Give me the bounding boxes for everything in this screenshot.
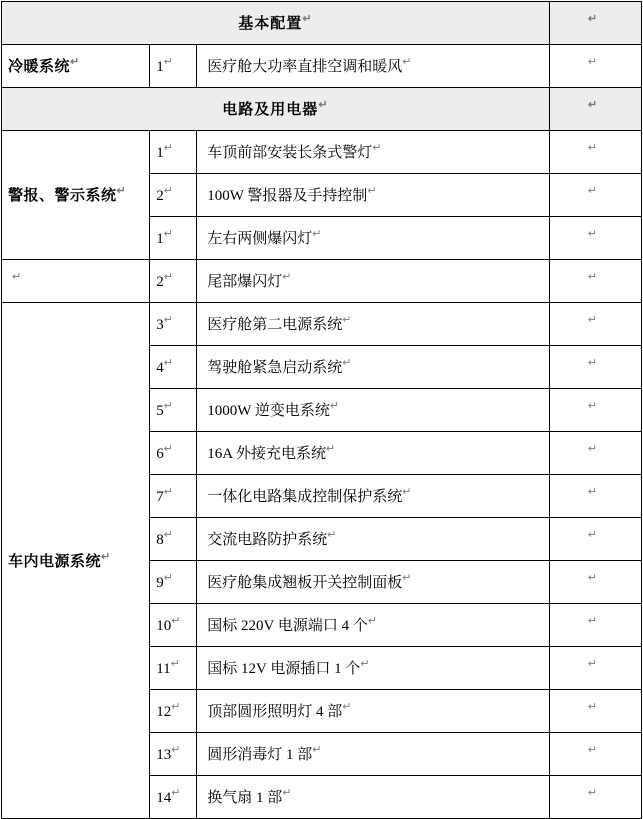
row-note-cell: [549, 733, 641, 776]
row-number: 1: [156, 145, 164, 161]
pilcrow-icon: ↵: [163, 142, 173, 154]
pilcrow-icon: ↵: [326, 443, 336, 455]
row-note-cell: [549, 432, 641, 475]
row-number-cell: [150, 561, 197, 604]
row-description: 100W 警报器及手持控制: [207, 188, 368, 204]
pilcrow-icon: ↵: [171, 615, 181, 627]
row-description-cell: [197, 561, 550, 604]
pilcrow-icon: ↵: [163, 314, 173, 326]
pilcrow-icon: ↵: [587, 615, 598, 627]
row-description-cell: [197, 346, 550, 389]
row-number: 8: [156, 532, 164, 548]
row-note-cell: [549, 518, 641, 561]
row-number: 1: [156, 59, 164, 75]
row-description-cell: [197, 690, 550, 733]
row-number: 11: [156, 661, 171, 677]
section-header-label: 基本配置: [238, 16, 303, 32]
row-description: 16A 外接充电系统: [207, 446, 327, 462]
row-number-cell: [150, 303, 197, 346]
pilcrow-icon: ↵: [587, 13, 599, 25]
row-category-cell: [2, 303, 150, 819]
pilcrow-icon: ↵: [587, 357, 598, 369]
row-number: 12: [156, 704, 172, 720]
row-description-cell: [197, 733, 550, 776]
row-number-cell: [150, 475, 197, 518]
pilcrow-icon: ↵: [163, 185, 173, 197]
row-number-cell: [150, 346, 197, 389]
row-note-cell: [549, 131, 641, 174]
row-description: 交流电路防护系统: [207, 532, 328, 548]
pilcrow-icon: ↵: [70, 56, 80, 68]
pilcrow-icon: ↵: [367, 185, 377, 197]
row-number-cell: [150, 518, 197, 561]
row-number: 1: [156, 231, 164, 247]
row-description-cell: [197, 260, 550, 303]
row-number-cell: [150, 174, 197, 217]
row-number-cell: [150, 690, 197, 733]
pilcrow-icon: ↵: [318, 99, 329, 111]
row-description: 一体化电路集成控制保护系统: [207, 489, 403, 505]
specification-table: [1, 1, 642, 819]
row-category-cell-empty: [2, 260, 150, 303]
pilcrow-icon: ↵: [163, 529, 173, 541]
pilcrow-icon: ↵: [587, 787, 598, 799]
pilcrow-icon: ↵: [12, 271, 22, 283]
pilcrow-icon: ↵: [587, 228, 598, 240]
pilcrow-icon: ↵: [329, 400, 340, 412]
pilcrow-icon: ↵: [587, 271, 598, 283]
pilcrow-icon: ↵: [327, 529, 337, 541]
row-number-cell: [150, 733, 197, 776]
pilcrow-icon: ↵: [312, 228, 322, 240]
pilcrow-icon: ↵: [116, 185, 127, 197]
row-number-cell: [150, 432, 197, 475]
section-header-note: [549, 2, 641, 45]
row-description: 尾部爆闪灯: [207, 274, 283, 290]
pilcrow-icon: ↵: [163, 486, 173, 498]
row-number-cell: [150, 604, 197, 647]
row-note-cell: [549, 174, 641, 217]
pilcrow-icon: ↵: [587, 486, 598, 498]
row-description: 国标 220V 电源端口 4 个: [207, 618, 368, 634]
row-number: 10: [156, 618, 172, 634]
row-description-cell: [197, 647, 550, 690]
pilcrow-icon: ↵: [587, 400, 598, 412]
row-number: 9: [156, 575, 164, 591]
row-note-cell: [549, 690, 641, 733]
row-category-cell: [2, 131, 150, 260]
row-description-cell: [197, 217, 550, 260]
row-note-cell: [549, 647, 641, 690]
pilcrow-icon: ↵: [282, 787, 292, 799]
pilcrow-icon: ↵: [402, 56, 412, 68]
row-description: 医疗舱大功率直排空调和暖风: [207, 59, 403, 75]
pilcrow-icon: ↵: [163, 400, 173, 412]
pilcrow-icon: ↵: [402, 486, 412, 498]
pilcrow-icon: ↵: [312, 744, 322, 756]
pilcrow-icon: ↵: [587, 529, 598, 541]
row-description: 圆形消毒灯 1 部: [207, 747, 313, 763]
row-description-cell: [197, 389, 550, 432]
row-description-cell: [197, 174, 550, 217]
row-note-cell: [549, 561, 641, 604]
row-description-cell: [197, 518, 550, 561]
row-number-cell: [150, 45, 197, 88]
row-description: 医疗舱集成翘板开关控制面板: [207, 575, 403, 591]
row-description: 医疗舱第二电源系统: [207, 317, 343, 333]
pilcrow-icon: ↵: [163, 56, 173, 68]
pilcrow-icon: ↵: [587, 314, 598, 326]
pilcrow-icon: ↵: [587, 572, 598, 584]
row-note-cell: [549, 475, 641, 518]
row-description-cell: [197, 776, 550, 819]
row-description: 顶部圆形照明灯 4 部: [207, 704, 343, 720]
pilcrow-icon: ↵: [587, 99, 599, 111]
pilcrow-icon: ↵: [101, 550, 111, 563]
category-label: 冷暖系统: [8, 59, 71, 75]
row-number: 6: [156, 446, 164, 462]
row-description: 换气扇 1 部: [207, 790, 283, 806]
pilcrow-icon: ↵: [360, 658, 370, 670]
pilcrow-icon: ↵: [342, 357, 352, 369]
row-number: 7: [156, 489, 164, 505]
row-number: 14: [156, 790, 172, 806]
row-description-cell: [197, 303, 550, 346]
table-row: [2, 303, 642, 346]
row-note-cell: [549, 776, 641, 819]
table-body: [2, 2, 642, 819]
pilcrow-icon: ↵: [163, 357, 173, 369]
row-description: 国标 12V 电源插口 1 个: [207, 661, 361, 677]
row-number: 2: [156, 274, 164, 290]
section-header-note: [549, 88, 641, 131]
pilcrow-icon: ↵: [372, 142, 382, 154]
row-description: 1000W 逆变电系统: [207, 403, 330, 419]
pilcrow-icon: ↵: [587, 443, 598, 455]
section-header-basic-config: [2, 2, 550, 45]
table-row: [2, 45, 642, 88]
row-number-cell: [150, 389, 197, 432]
row-description: 驾驶舱紧急启动系统: [207, 360, 343, 376]
row-number: 3: [156, 317, 164, 333]
row-number: 5: [156, 403, 164, 419]
section-header-label: 电路及用电器: [222, 102, 319, 118]
table-row: [2, 260, 642, 303]
pilcrow-icon: ↵: [587, 744, 598, 756]
pilcrow-icon: ↵: [342, 314, 352, 326]
row-category-cell: [2, 45, 150, 88]
pilcrow-icon: ↵: [171, 701, 181, 713]
row-number-cell: [150, 776, 197, 819]
row-description-cell: [197, 604, 550, 647]
row-description: 车顶前部安装长条式警灯: [207, 145, 373, 161]
row-description-cell: [197, 475, 550, 518]
row-number-cell: [150, 260, 197, 303]
document-page: [0, 1, 643, 806]
row-number: 4: [156, 360, 164, 376]
row-number-cell: [150, 131, 197, 174]
pilcrow-icon: ↵: [587, 185, 598, 197]
row-note-cell: [549, 346, 641, 389]
row-note-cell: [549, 260, 641, 303]
pilcrow-icon: ↵: [171, 787, 181, 799]
category-label: 车内电源系统: [8, 553, 102, 570]
row-note-cell: [549, 303, 641, 346]
pilcrow-icon: ↵: [367, 615, 378, 627]
pilcrow-icon: ↵: [587, 142, 598, 154]
pilcrow-icon: ↵: [171, 744, 181, 756]
table-row: [2, 2, 642, 45]
pilcrow-icon: ↵: [163, 271, 173, 283]
table-row: [2, 88, 642, 131]
row-note-cell: [549, 217, 641, 260]
row-number-cell: [150, 647, 197, 690]
row-number-cell: [150, 217, 197, 260]
pilcrow-icon: ↵: [402, 572, 412, 584]
row-note-cell: [549, 389, 641, 432]
pilcrow-icon: ↵: [282, 271, 292, 283]
pilcrow-icon: ↵: [163, 443, 173, 455]
pilcrow-icon: ↵: [587, 701, 598, 713]
row-description-cell: [197, 432, 550, 475]
row-description-cell: [197, 131, 550, 174]
pilcrow-icon: ↵: [170, 658, 180, 670]
pilcrow-icon: ↵: [587, 658, 598, 670]
pilcrow-icon: ↵: [342, 701, 352, 713]
row-note-cell: [549, 45, 641, 88]
pilcrow-icon: ↵: [587, 56, 598, 68]
row-number: 2: [156, 188, 164, 204]
table-row: [2, 131, 642, 174]
row-description: 左右两侧爆闪灯: [207, 231, 313, 247]
category-label: 警报、警示系统: [8, 188, 117, 204]
row-number: 13: [156, 747, 172, 763]
pilcrow-icon: ↵: [302, 13, 313, 25]
pilcrow-icon: ↵: [163, 572, 173, 584]
row-description-cell: [197, 45, 550, 88]
section-header-electrical: [2, 88, 550, 131]
pilcrow-icon: ↵: [163, 228, 173, 240]
row-note-cell: [549, 604, 641, 647]
